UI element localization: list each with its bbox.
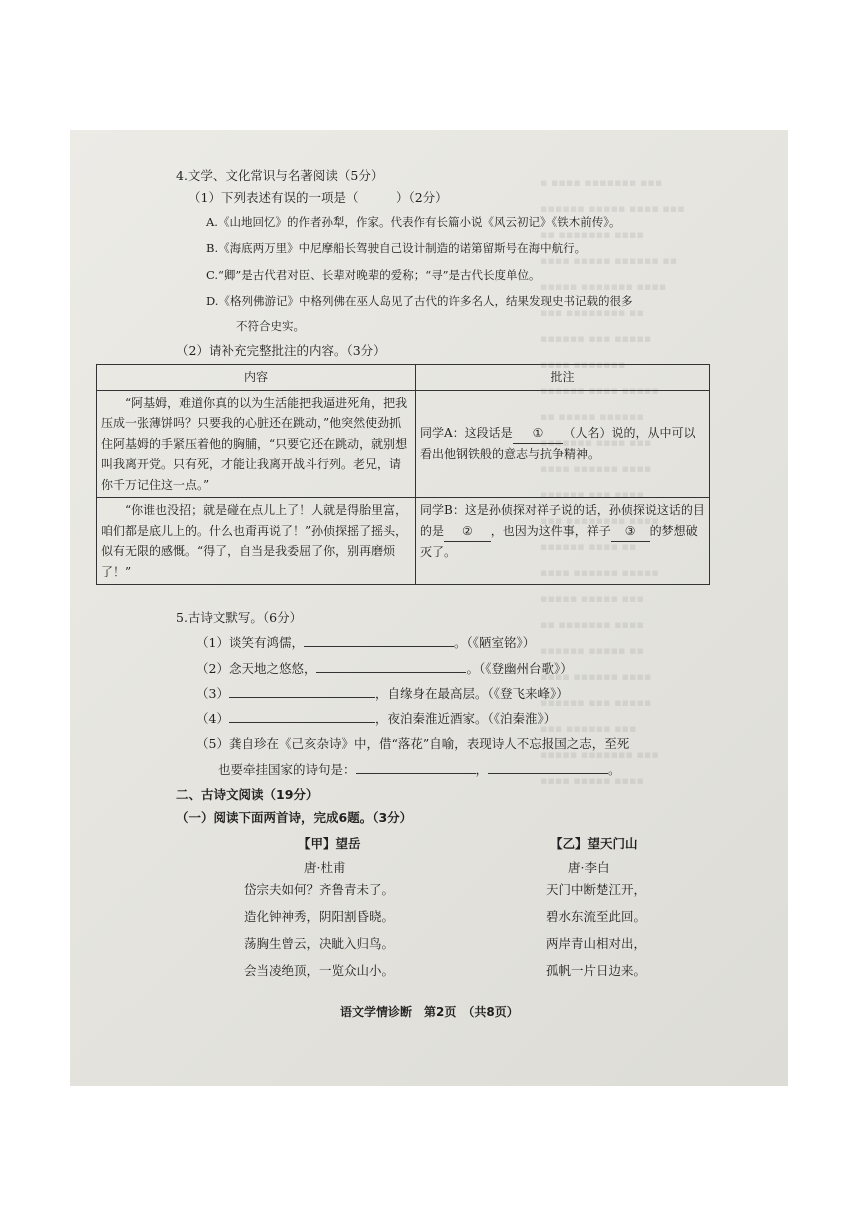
q5-line5-end: 。 [608, 762, 621, 777]
poem-b-line: 碧水东流至此回。 [546, 909, 647, 924]
poem-a-body [244, 876, 394, 984]
q5-blank-1[interactable] [304, 634, 454, 647]
q5-line4-source: ，夜泊秦淮近酒家。（《泊秦淮》） [374, 711, 557, 726]
blank-2: ② [444, 521, 491, 543]
blank-1: ① [513, 423, 564, 445]
poem-a-line: 会当凌绝顶，一览众山小。 [244, 963, 395, 978]
poem-b-line: 孤帆一片日边来。 [546, 963, 647, 978]
poem-b-line: 天门中断楚江开， [546, 882, 647, 897]
table-header-row [97, 365, 710, 391]
q4-option-d-line1: D.《格列佛游记》中格列佛在巫人岛见了古代的许多名人，结果发现史书记载的很多 [206, 294, 633, 308]
q5-line3-source: ，自缘身在最高层。（《登飞来峰》） [374, 686, 569, 701]
poem-b-title: 【乙】望天门山 [550, 836, 638, 851]
table-header-annotation: 批注 [416, 365, 710, 391]
poem-a-line: 造化钟神秀，阴阳割昏晓。 [244, 909, 395, 924]
row1-annotation [416, 390, 710, 498]
q5-line5-comma: ， [475, 762, 489, 777]
q4-option-d-line2: 不符合史实。 [236, 319, 305, 333]
row2-content: “你谁也没招；就是碰在点儿上了！人就是得胎里富，咱们都是底儿上的。什么也甭再说了！”孙侦探摇了摇头，似有无限的感慨。“得了，自当是我委屈了你，别再磨烦了！” [97, 498, 416, 585]
poem-b-author: 唐·李白 [568, 860, 610, 875]
q4-option-a: A.《山地回忆》的作者孙犁，作家。代表作有长篇小说《风云初记》《铁木前传》。 [206, 215, 621, 229]
row1-content: “阿基姆，难道你真的以为生活能把我逼进死角，把我压成一张薄饼吗？只要我的心脏还在跳动，”他突然使劲抓住阿基姆的手紧压着他的胸脯，“只要它还在跳动，就别想叫我离开党。只有死，才能让我离开战斗行列。老兄，请你千万记住这一点。” [97, 390, 416, 498]
q4-option-b: B.《海底两万里》中尼摩船长驾驶自己设计制造的诺第留斯号在海中航行。 [206, 241, 587, 255]
q5-title: 5.古诗文默写。（6分） [176, 610, 303, 625]
q5-line2-prompt: （2）念天地之悠悠， [196, 661, 317, 676]
q5-line3 [196, 685, 569, 702]
row2-annotation [416, 498, 710, 585]
q5-line1-source: 。（《陋室铭》） [453, 635, 536, 650]
q5-blank-6[interactable] [488, 761, 608, 774]
poem-a-title: 【甲】望岳 [298, 836, 361, 851]
q4-sub1: （1）下列表述有误的一项是（ ）（2分） [188, 190, 448, 205]
row1-annotation-text-c: （人名）说的，从中可以看出他钢铁般的意志与抗争精神。 [420, 425, 696, 462]
blank-3: ③ [611, 521, 650, 543]
q5-blank-2[interactable] [316, 660, 466, 673]
table-row [97, 390, 710, 498]
poem-a-line: 岱宗夫如何？齐鲁青未了。 [244, 882, 395, 897]
row2-annotation-text-c: ，也因为这件事，祥子 [490, 523, 611, 538]
table-header-content: 内容 [97, 365, 416, 391]
poem-b-body [546, 876, 646, 984]
q5-line5a: （5）龚自珍在《己亥杂诗》中，借“落花”自喻，表现诗人不忘报国之志，至死 [196, 736, 630, 751]
q5-blank-5[interactable] [356, 761, 476, 774]
q5-line5-prompt: 也要牵挂国家的诗句是： [218, 762, 356, 777]
annotation-table [96, 364, 710, 585]
q5-line1 [196, 634, 535, 651]
poem-a-author: 唐·杜甫 [304, 860, 346, 875]
q4-option-c: C.“卿”是古代君对臣、长辈对晚辈的爱称；“寻”是古代长度单位。 [206, 268, 541, 282]
q5-line2-source: 。（《登幽州台歌》） [466, 661, 573, 676]
q5-line2 [196, 660, 573, 677]
row2-annotation-text-e: 的梦想破灭了。 [420, 523, 698, 559]
q4-sub2: （2）请补充完整批注的内容。（3分） [176, 343, 386, 358]
page-footer: 语文学情诊断 第2页 （共8页） [340, 1005, 519, 1019]
q5-line4 [196, 710, 556, 727]
row2-annotation-text-a: 同学B：这是孙侦探对祥子说的话，孙侦探说这话的目的是 [420, 503, 705, 538]
q5-line5b [218, 761, 621, 778]
section2-title: 二、古诗文阅读（19分） [176, 787, 319, 802]
q5-blank-4[interactable] [229, 710, 375, 723]
bleed-through-text: ▪ ▪▪▪▪ ▪▪▪▪▪▪▪ ▪▪▪ ▪▪▪▪▪▪ ▪▪▪▪▪ ▪▪▪▪ ▪▪▪ ▪▪ ▪▪▪▪▪▪▪ ▪▪▪▪ ▪▪▪▪ ▪▪▪▪▪ ▪▪▪▪▪▪ ▪▪ ▪▪▪▪▪ ▪▪▪▪▪▪▪ ▪▪▪▪ ▪▪▪ ▪▪▪▪▪▪▪▪ ▪▪ ▪▪▪▪▪▪ ▪▪▪ ▪▪▪▪▪ ▪▪▪▪ ▪▪▪▪▪▪▪ ▪▪▪▪▪▪ ▪▪▪▪ ▪▪▪▪▪ ▪▪ ▪▪▪▪▪ ▪▪▪▪▪▪ ▪▪▪▪▪▪▪ ▪▪▪▪ ▪▪▪ ▪▪▪▪ ▪▪▪▪▪▪ ▪▪▪▪ ▪▪▪▪▪▪ ▪▪▪ ▪▪▪▪ ▪▪▪ ▪▪▪▪▪▪▪▪ ▪▪▪▪ ▪▪▪▪▪▪ ▪▪▪▪ ▪▪ ▪▪▪▪ ▪▪▪▪▪▪ ▪▪▪▪▪ ▪▪▪▪▪ ▪▪▪▪▪ ▪▪▪ ▪▪ ▪▪▪▪▪▪▪ ▪▪▪▪ ▪▪▪▪▪▪ ▪▪▪▪▪ ▪▪ ▪▪▪▪ ▪▪▪▪▪▪ ▪▪▪▪ ▪▪▪▪▪▪ ▪▪▪ ▪▪▪▪▪ ▪▪▪ ▪▪▪▪▪▪ ▪▪▪ ▪▪▪▪▪ ▪▪▪▪▪▪▪ ▪▪▪ ▪▪▪▪ ▪▪▪▪▪ ▪▪▪▪ [540, 176, 685, 787]
q4-title: 4.文学、文化常识与名著阅读（5分） [176, 168, 384, 183]
row1-annotation-text-a: 同学A：这段话是 [420, 425, 513, 440]
poem-b-line: 两岸青山相对出， [546, 936, 647, 951]
poem-a-line: 荡胸生曾云，决眦入归鸟。 [244, 936, 395, 951]
q5-line3-prompt: （3） [196, 686, 229, 701]
q5-line4-prompt: （4） [196, 711, 229, 726]
section2-sub: （一）阅读下面两首诗，完成6题。（3分） [176, 810, 413, 825]
q5-line1-prompt: （1）谈笑有鸿儒， [196, 635, 304, 650]
q5-blank-3[interactable] [229, 685, 375, 698]
table-row [97, 498, 710, 585]
